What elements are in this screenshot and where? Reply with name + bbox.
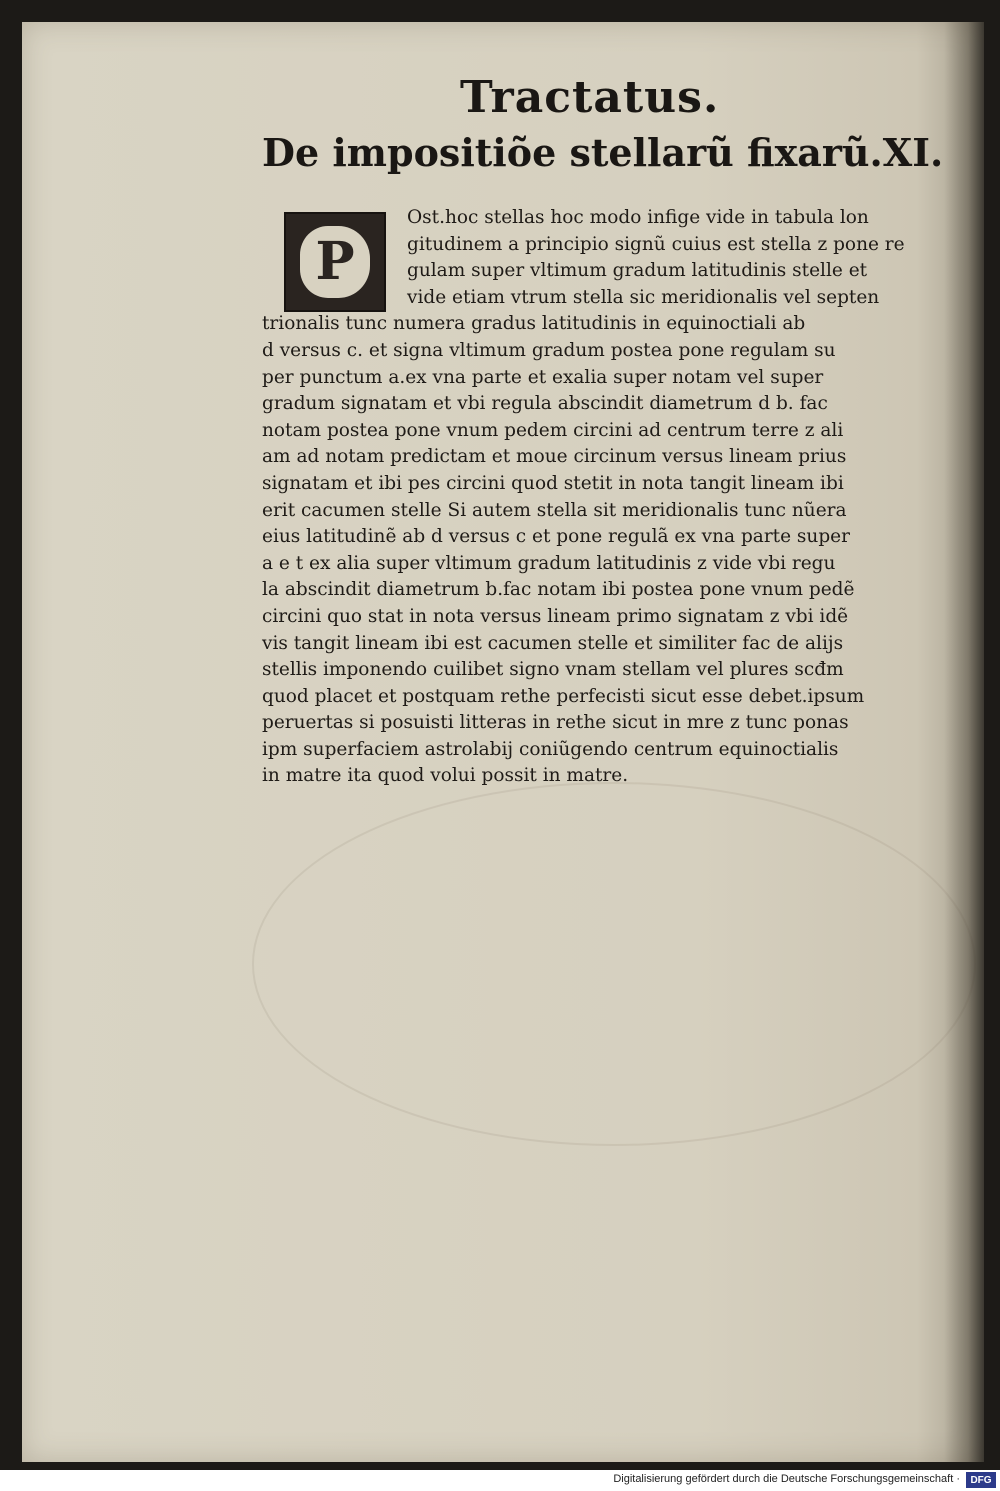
text-line: am ad notam predictam et moue circinum versus lineam prius [262,446,847,468]
decorated-initial-field [300,226,370,298]
text-line: d versus c. et signa vltimum gradum postea pone regulam su [262,339,836,361]
text-line: trionalis tunc numera gradus latitudinis in equinoctiali ab [262,313,806,335]
text-line: in matre ita quod volui possit in matre. [262,765,629,787]
show-through-circle [252,782,976,1146]
text-line: vis tangit lineam ibi est cacumen stelle et similiter fac de alijs [262,632,844,654]
page-gutter-shadow [944,22,984,1462]
text-line: vide etiam vtrum stella sic meridionalis vel septen [407,286,880,308]
text-line: peruertas si posuisti litteras in rethe sicut in mre z tunc ponas [262,712,849,734]
text-line: notam postea pone vnum pedem circini ad centrum terre z ali [262,419,844,441]
decorated-initial-letter: P [315,231,355,292]
chapter-title: De impositiõe stellarũ fixarũ.XI. [262,130,944,175]
footer-credit: Digitalisierung gefördert durch die Deutsche Forschungsgemeinschaft · [613,1473,960,1485]
text-line: ipm superfaciem astrolabij coniũgendo centrum equinoctialis [262,738,839,760]
text-line: erit cacumen stelle Si autem stella sit meridionalis tunc nũera [262,499,847,521]
running-head: Tractatus. [460,72,720,123]
text-line: a e t ex alia super vltimum gradum latitudinis z vide vbi regu [262,552,836,574]
text-line: quod placet et postquam rethe perfecisti sicut esse debet.ipsum [262,685,865,707]
text-line: stellis imponendo cuilibet signo vnam stellam vel plures scđm [262,659,844,681]
footer [0,1470,1000,1491]
text-line: signatam et ibi pes circini quod stetit in nota tangit lineam ibi [262,472,844,494]
dfg-logo: DFG [966,1472,996,1488]
text-line: gulam super vltimum gradum latitudinis stelle et [407,260,868,282]
text-line: circini quo stat in nota versus lineam primo signatam z vbi idẽ [262,605,849,627]
text-line: la abscindit diametrum b.fac notam ibi postea pone vnum pedẽ [262,579,855,601]
text-line: gitudinem a principio signũ cuius est stella z pone re [407,233,905,255]
decorated-initial [284,212,386,312]
text-line: Ost.hoc stellas hoc modo infige vide in tabula lon [407,207,869,228]
text-line: gradum signatam et vbi regula abscindit diametrum d b. fac [262,393,828,415]
text-line: per punctum a.ex vna parte et exalia super notam vel super [262,366,824,388]
text-line: eius latitudinẽ ab d versus c et pone regulã ex vna parte super [262,526,850,548]
